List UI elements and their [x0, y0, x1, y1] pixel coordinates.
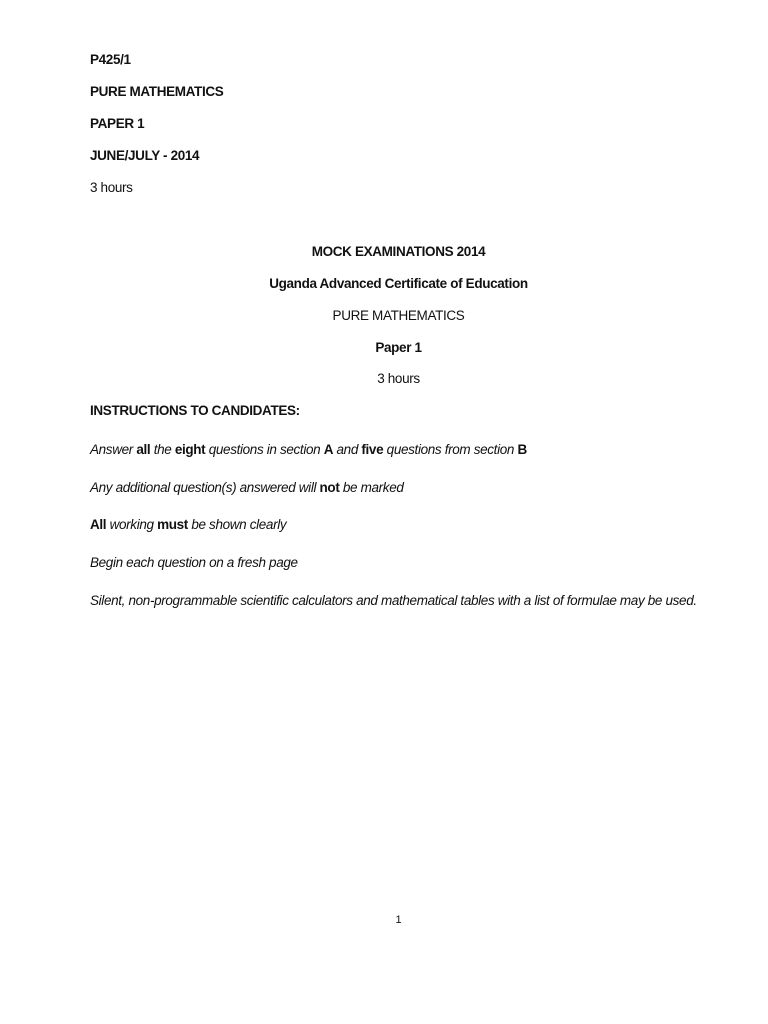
header-date: JUNE/JULY - 2014 [90, 148, 200, 163]
certificate-title: Uganda Advanced Certificate of Education [269, 276, 528, 291]
duration-title: 3 hours [377, 371, 420, 386]
paper-code: P425/1 [90, 52, 131, 67]
exam-title: MOCK EXAMINATIONS 2014 [311, 244, 486, 259]
instruction-text: Answer [90, 442, 137, 457]
instruction-emphasis: A [323, 442, 334, 457]
subject-title: PURE MATHEMATICS [332, 308, 465, 323]
instruction-text: questions in section [205, 442, 324, 457]
instruction-emphasis: all [136, 442, 151, 457]
instruction-emphasis: five [361, 442, 384, 457]
instruction-emphasis: must [157, 517, 188, 532]
instruction-text: be shown clearly [187, 517, 287, 532]
instruction-answer-questions [90, 441, 527, 459]
instructions-heading: INSTRUCTIONS TO CANDIDATES: [90, 403, 300, 418]
instruction-show-working [90, 516, 286, 534]
instruction-text: be marked [339, 480, 404, 495]
header-subject: PURE MATHEMATICS [90, 84, 224, 99]
instruction-additional-questions [90, 479, 404, 497]
paper-title: Paper 1 [375, 340, 422, 355]
header-paper: PAPER 1 [90, 116, 145, 131]
page-number: 1 [395, 914, 402, 926]
instruction-emphasis: eight [174, 442, 206, 457]
instruction-emphasis: not [319, 480, 340, 495]
instruction-text: working [106, 517, 158, 532]
instruction-text: questions from section [383, 442, 518, 457]
instruction-fresh-page: Begin each question on a fresh page [90, 555, 298, 570]
instruction-text: the [150, 442, 175, 457]
instruction-emphasis: All [90, 517, 107, 532]
instruction-text: and [333, 442, 362, 457]
instruction-calculators: Silent, non-programmable scientific calculators and mathematical tables with a list of formulae may be used. [90, 593, 697, 608]
instruction-emphasis: B [517, 442, 527, 457]
instruction-text: Any additional question(s) answered will [90, 480, 320, 495]
header-duration: 3 hours [90, 180, 133, 195]
